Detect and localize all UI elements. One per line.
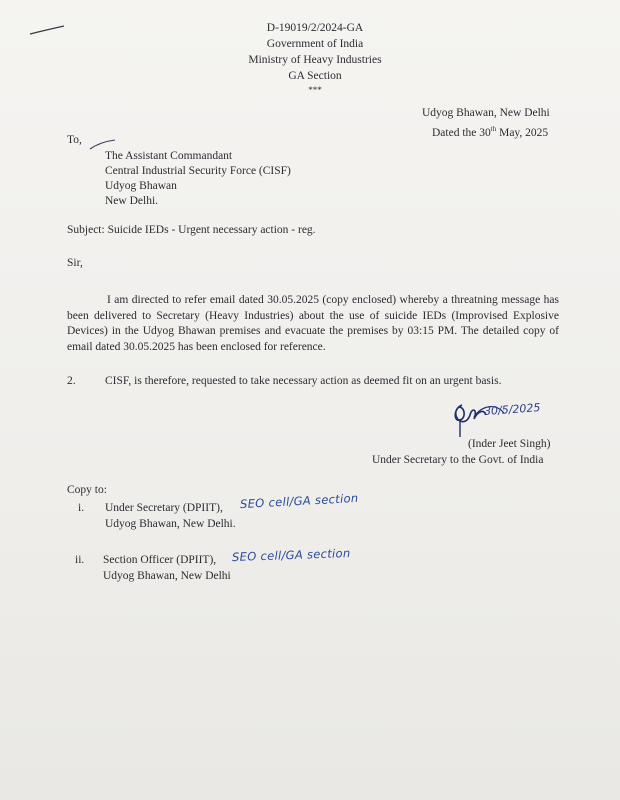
- date-suffix: May, 2025: [496, 126, 549, 139]
- addressee-line-4: New Delhi.: [105, 195, 159, 207]
- section-name: GA Section: [288, 70, 342, 82]
- date-prefix: Dated the 30: [432, 126, 491, 139]
- file-number: D-19019/2/2024-GA: [266, 22, 364, 34]
- signature-block: [448, 395, 588, 441]
- addressee-line-1: The Assistant Commandant: [105, 150, 233, 162]
- date-sup: th: [490, 125, 497, 133]
- place: Udyog Bhawan, New Delhi: [422, 107, 550, 119]
- govt-name: Government of India: [266, 38, 364, 50]
- pen-mark-icon: [28, 24, 68, 38]
- ministry-name: Ministry of Heavy Industries: [248, 54, 382, 66]
- signatory-name: (Inder Jeet Singh): [468, 438, 551, 450]
- subject-line: Subject: Suicide IEDs - Urgent necessary action - reg.: [67, 224, 316, 236]
- copy-to-label: Copy to:: [67, 484, 107, 496]
- copy-item-2-line2: Udyog Bhawan, New Delhi: [103, 570, 231, 582]
- copy-item-2-handwritten: SEO cell/GA section: [231, 545, 351, 565]
- salutation: Sir,: [67, 257, 83, 269]
- addressee-line-2: Central Industrial Security Force (CISF): [105, 165, 291, 177]
- paragraph-2-number: 2.: [67, 375, 76, 387]
- body-paragraph-1: [67, 293, 559, 355]
- paragraph-2-text: CISF, is therefore, requested to take necessary action as deemed fit on an urgent basis.: [105, 375, 502, 387]
- paragraph-1-text: I am directed to refer email dated 30.05.2025 (copy enclosed) whereby a threatning message has been delivered to Secretary (Heavy Industries) about the use of suicide IEDs (Improvised Explosive Devices) in the Udyog Bhawan premises and evacuate the premises by 03:15 PM. The detailed copy of email dated 30.05.2025 has been enclosed for reference.: [67, 294, 559, 353]
- copy-item-2-line1: Section Officer (DPIIT),: [103, 554, 217, 566]
- copy-item-1-line2: Udyog Bhawan, New Delhi.: [105, 518, 236, 530]
- letter-date: [432, 122, 548, 140]
- signature-date: 30/5/2025: [483, 401, 541, 418]
- copy-item-1-number: i.: [78, 502, 85, 514]
- copy-item-1-line1: Under Secretary (DPIIT),: [105, 502, 223, 514]
- copy-item-2-number: ii.: [75, 554, 85, 566]
- copy-item-1-handwritten: SEO cell/GA section: [239, 490, 359, 512]
- signatory-designation: Under Secretary to the Govt. of India: [372, 454, 544, 466]
- header-stars: ***: [308, 85, 322, 95]
- addressee-line-3: Udyog Bhawan: [105, 180, 177, 192]
- to-label: To,: [67, 134, 82, 146]
